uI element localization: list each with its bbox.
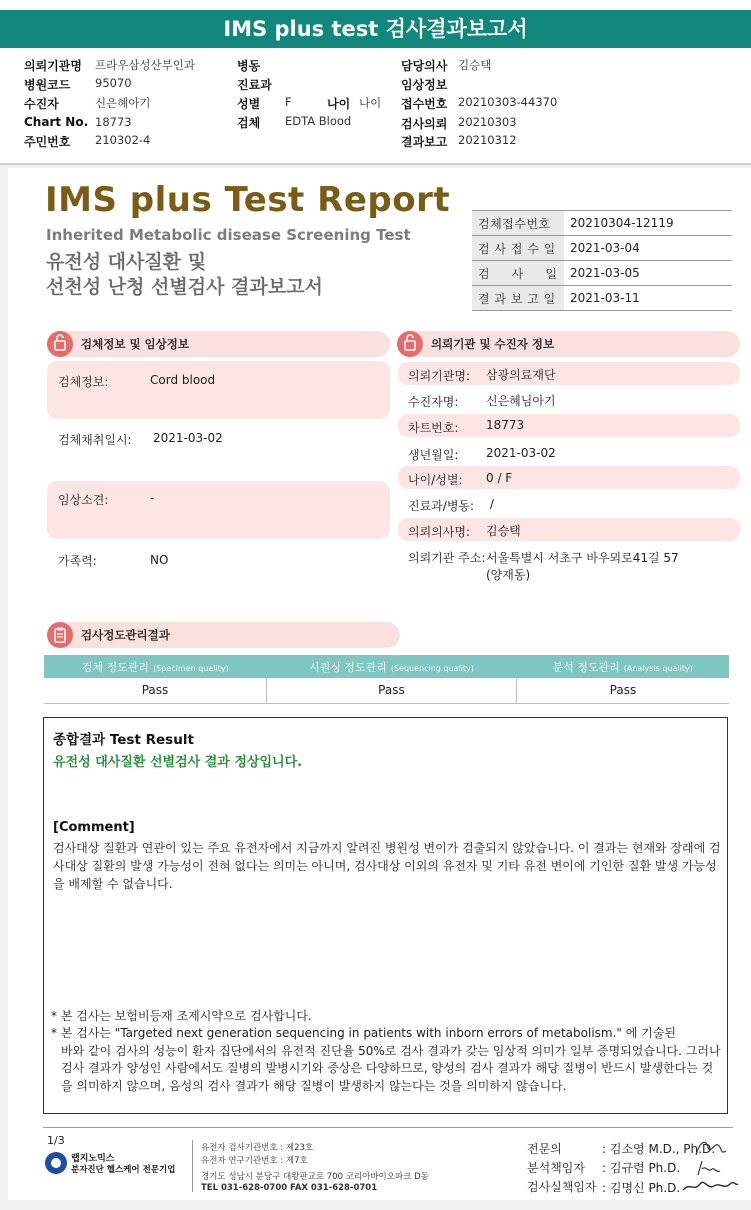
footer-vertical-divider — [192, 1140, 193, 1192]
section-qc — [47, 622, 400, 648]
signer-role: 전문의 — [527, 1142, 562, 1156]
specimen-info-box — [47, 361, 390, 419]
header-label: 병원코드 — [24, 78, 71, 92]
info-label: 진료과/병동: — [408, 499, 475, 513]
company-logo — [45, 1150, 187, 1180]
note-insurance: * 본 검사는 보험비등재 조제시약으로 검사합니다. — [51, 1009, 312, 1023]
header-value: 20210303 — [458, 115, 517, 129]
note-performance — [51, 1025, 723, 1095]
header-value: 신은혜아기 — [95, 96, 151, 110]
logo-tagline: 분자진단 헬스케어 전문기업 — [71, 1165, 176, 1175]
qc-header-analysis — [516, 655, 729, 678]
header-label: 임상정보 — [401, 78, 448, 92]
header-value: 프라우삼성산부인과 — [95, 58, 195, 72]
header-label: 접수번호 — [401, 97, 448, 111]
qc-header-ko: 검체 정도관리 — [81, 660, 150, 674]
signer-role: 검사실책임자 — [527, 1180, 597, 1194]
result-box — [43, 717, 728, 1114]
footer-address: 경기도 성남시 분당구 대왕판교로 700 코리아바이오파크 D동 — [201, 1172, 429, 1182]
header-value: F — [285, 95, 292, 109]
report-title: IMS plus Test Report — [45, 180, 451, 220]
specimen-date-value: 2021-03-02 — [153, 431, 223, 445]
section-specimen-label: 검체정보 및 임상정보 — [81, 337, 189, 351]
info-label: 차트번호: — [408, 421, 459, 435]
header-label: Chart No. — [24, 115, 89, 129]
info-value: 0 / F — [486, 471, 513, 485]
header-label: 진료과 — [237, 78, 272, 92]
qc-value-analysis: Pass — [516, 678, 729, 703]
specimen-info-label: 검체정보: — [58, 375, 109, 389]
signer-role: 분석책임자 — [527, 1161, 585, 1175]
info-label: 생년월일: — [408, 448, 459, 462]
result-title: 종합결과 Test Result — [53, 732, 194, 748]
header-value: 나이 — [359, 96, 382, 110]
header-label: 의뢰기관명 — [24, 59, 82, 73]
report-banner: IMS plus test 검사결과보고서 — [0, 10, 751, 48]
family-history-value: NO — [150, 553, 169, 567]
logo-mark-icon — [45, 1152, 67, 1174]
header-label: 검체 — [237, 116, 261, 130]
license-2: 유전자 연구기관번호 : 제7호 — [201, 1156, 308, 1166]
header-value: 18773 — [95, 115, 132, 129]
section-institution — [397, 331, 740, 357]
qc-value-row — [44, 678, 729, 703]
qc-header-row — [44, 655, 729, 678]
info-label: 나이/성별: — [408, 473, 463, 487]
header-value: 95070 — [95, 76, 132, 90]
qc-header-en: (Sequencing quality) — [390, 663, 474, 673]
result-summary: 유전성 대사질환 선별검사 결과 정상입니다. — [53, 755, 303, 770]
clipboard-icon — [47, 622, 73, 648]
clinical-label: 임상소견: — [58, 493, 109, 507]
qc-header-en: (Specimen quality) — [153, 663, 229, 673]
date-label: 검 사 접 수 일 — [472, 236, 564, 261]
info-value: 김승택 — [486, 524, 521, 538]
note-performance-head: * 본 검사는 "Targeted next generation sequencing in patients with inborn errors of metabolism." 에 기술된 — [51, 1026, 676, 1040]
dates-row — [472, 261, 732, 286]
qc-table — [44, 655, 729, 704]
qc-value-specimen: Pass — [44, 678, 267, 703]
dates-row — [472, 236, 732, 261]
dates-row — [472, 211, 732, 236]
qc-header-sequencing — [267, 655, 517, 678]
report-title-korean-2: 선천성 난청 선별검사 결과보고서 — [46, 276, 323, 298]
footer-divider — [43, 1127, 733, 1128]
header-info — [0, 54, 751, 164]
info-value: 신은혜님아기 — [486, 394, 556, 408]
header-label: 나이 — [327, 97, 351, 111]
header-label: 결과보고 — [401, 135, 448, 149]
header-label: 담당의사 — [401, 59, 448, 73]
address-label: 의뢰기관 주소: — [408, 551, 486, 565]
date-label: 결 과 보 고 일 — [472, 286, 564, 311]
specimen-date-label: 검체채취일시: — [58, 433, 132, 447]
license-1: 유전자 검사기관번호 : 제23호 — [201, 1143, 314, 1153]
family-history-label: 가족력: — [58, 554, 97, 568]
header-label: 검사의뢰 — [401, 117, 448, 131]
section-institution-label: 의뢰기관 및 수진자 정보 — [431, 337, 555, 351]
qc-header-en: (Analysis quality) — [623, 663, 693, 673]
address-line-1: 서울특별시 서초구 바우뫼로41길 57 — [486, 551, 679, 565]
dates-table — [472, 210, 732, 311]
info-value: 18773 — [486, 418, 525, 432]
header-label: 성별 — [237, 97, 261, 111]
note-performance-body: 바와 같이 검사의 성능이 환자 집단에서의 유전적 진단율 50%로 검사 결과가 갖는 임상적 의미가 일부 증명되었습니다. 그러나 검사 결과가 양성인 사람에서도 질병의 발병시기와 증상은 다양하므로, 양성의 검사 결과가 해당 질병이 반드시 발생한다는 것을 의미하지 않으며, 음성의 검사 결과가 해당 질병이 발생하지 않는다는 것을 의미하지 않습니다. — [61, 1043, 721, 1093]
header-value: 김승택 — [458, 58, 492, 72]
qc-header-ko: 분석 정도관리 — [552, 660, 620, 674]
dates-row — [472, 286, 732, 311]
header-label: 주민번호 — [24, 135, 71, 149]
footer-fax: FAX 031-628-0701 — [290, 1183, 378, 1193]
signer-name: : 김규렴 Ph.D. — [602, 1161, 681, 1175]
signature-3 — [680, 1172, 740, 1196]
specimen-icon — [47, 331, 73, 357]
address-line-2: (양재동) — [486, 568, 531, 582]
institution-icon — [397, 331, 423, 357]
clinical-box — [47, 481, 390, 539]
info-value: 삼광의료재단 — [486, 368, 556, 382]
header-value: 20210312 — [458, 133, 517, 147]
report-title-korean-1: 유전성 대사질환 및 — [46, 251, 207, 273]
info-value: / — [486, 497, 494, 511]
date-value: 2021-03-05 — [564, 261, 732, 286]
header-value: 210302-4 — [95, 133, 151, 147]
date-value: 2021-03-04 — [564, 236, 732, 261]
header-label: 병동 — [237, 59, 261, 73]
signer-name: : 김명신 Ph.D. — [602, 1181, 681, 1195]
info-label: 의뢰의사명: — [408, 525, 471, 539]
info-label: 의뢰기관명: — [408, 369, 471, 383]
section-qc-label: 검사정도관리결과 — [81, 628, 170, 642]
date-label: 검체접수번호 — [472, 211, 564, 236]
report-subtitle: Inherited Metabolic disease Screening Test — [46, 226, 411, 244]
header-value: 20210303-44370 — [458, 95, 558, 109]
logo-name: 랩지노믹스 — [71, 1154, 115, 1164]
section-specimen — [47, 331, 390, 357]
signer-name: : 김소영 M.D., Ph.D. — [602, 1142, 716, 1156]
info-value: 2021-03-02 — [486, 446, 556, 460]
clinical-value: - — [150, 491, 155, 505]
header-label: 수진자 — [24, 97, 59, 111]
qc-header-ko: 시퀀싱 정도관리 — [308, 660, 387, 674]
date-label: 검 사 일 — [472, 261, 564, 286]
page-number: 1/3 — [47, 1134, 65, 1147]
date-value: 2021-03-11 — [564, 286, 732, 311]
info-label: 수진자명: — [408, 395, 459, 409]
footer-tel: TEL 031-628-0700 — [201, 1183, 288, 1193]
specimen-info-value: Cord blood — [150, 373, 216, 387]
comment-text: 검사대상 질환과 연관이 있는 주요 유전자에서 지금까지 알려진 병원성 변이가 검출되지 않았습니다. 이 결과는 현재와 장래에 검사대상 질환의 발생 가능성이 전혀 없다는 의미는 아니며, 검사대상 이외의 유전자 및 기타 유전 변이에 기인한 질환 발생 가능성을 배제할 수 없습니다. — [53, 841, 721, 891]
date-value: 20210304-12119 — [564, 211, 732, 236]
qc-value-sequencing: Pass — [267, 678, 517, 703]
qc-header-specimen — [44, 655, 267, 678]
comment-title: [Comment] — [53, 820, 135, 835]
header-value: EDTA Blood — [285, 114, 352, 128]
